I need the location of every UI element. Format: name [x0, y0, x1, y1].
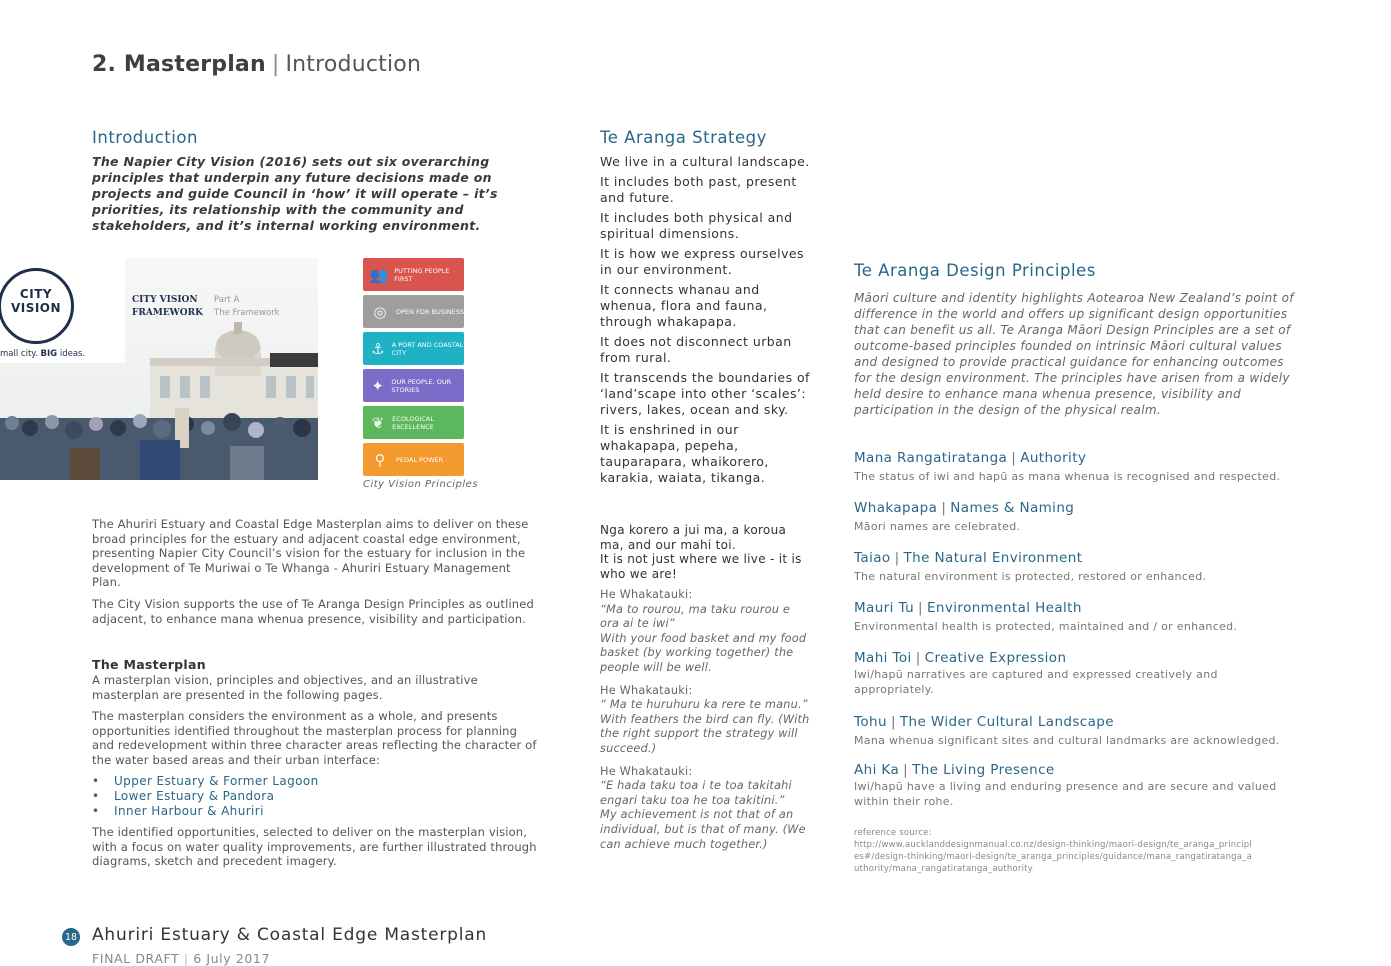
principle-title: Taiao | The Natural Environment: [854, 550, 1083, 566]
principle-item: [854, 650, 1304, 714]
proverb-label: He Whakatauki:: [600, 764, 693, 778]
bicycle-icon: ⚲: [374, 450, 386, 469]
principle-title: Mauri Tu | Environmental Health: [854, 600, 1082, 616]
closing-line: It is not just where we live - it is who we are!: [600, 552, 802, 581]
bullet-icon: •: [92, 804, 100, 818]
logo-tagline: mall city. BIG ideas.: [0, 349, 86, 359]
principle-title: Mana Rangatiratanga | Authority: [854, 450, 1087, 466]
body-paragraph: A masterplan vision, principles and objectives, and an illustrative masterplan are presented in the following pages.: [92, 673, 478, 702]
logo-text-vision: VISION: [10, 301, 62, 315]
tile-open-for-business: [363, 295, 464, 328]
proverb: [600, 588, 812, 676]
page-number: 18: [62, 928, 80, 946]
principle-item: [854, 600, 1304, 650]
strategy-text: [600, 154, 810, 490]
proverb-label: He Whakatauki:: [600, 588, 693, 601]
city-vision-logo: [0, 268, 74, 344]
document-status: FINAL DRAFT | 6 July 2017: [92, 951, 271, 966]
principle-desc: The status of iwi and hapū as mana whenua is recognised and respected.: [854, 470, 1281, 483]
tile-label: A PORT AND COASTAL CITY: [391, 340, 464, 357]
character-areas-list: [92, 774, 319, 819]
proverb-label: He Whakatauki:: [600, 683, 693, 697]
list-item: • Lower Estuary & Pandora: [92, 789, 275, 803]
principle-item: [854, 550, 1304, 600]
body-paragraph: The City Vision supports the use of Te Aranga Design Principles as outlined adjacent, to enhance mana whenua presence, visibility and participation.: [92, 596, 534, 626]
list-item: • Inner Harbour & Ahuriri: [92, 804, 264, 818]
framework-title: CITY VISION FRAMEWORK: [132, 295, 203, 318]
intro-body: [92, 517, 537, 633]
principle-item: [854, 762, 1304, 824]
body-paragraph: The identified opportunities, selected to deliver on the masterplan vision, with a focus on water quality improvements, are further illustrated through diagrams, sketch and precedent imagery.: [92, 825, 537, 869]
city-vision-image: [0, 258, 318, 480]
tile-label: ECOLOGICAL EXCELLENCE: [392, 414, 434, 431]
principle-desc: Iwi/hapū have a living and enduring presence and are secure and valued within their rohe.: [854, 780, 1277, 808]
strategy-heading: Te Aranga Strategy: [600, 128, 767, 147]
anchor-icon: ⚓: [371, 339, 385, 358]
tile-our-people-our-stories: [363, 369, 464, 402]
tile-label: PEDAL POWER: [396, 455, 444, 464]
bullet-icon: •: [92, 789, 100, 803]
strategy-line: It includes both physical and spiritual dimensions.: [600, 210, 793, 241]
tile-label: PUTTING PEOPLE FIRST: [394, 266, 450, 283]
tile-port-coastal-city: [363, 332, 464, 365]
proverb-maori: “E hada taku toa i te toa takitahi engari taku toa he toa takitini.”: [600, 779, 792, 807]
list-item: • Upper Estuary & Former Lagoon: [92, 774, 319, 788]
strategy-line: It connects whanau and whenua, flora and fauna, through whakapapa.: [600, 282, 768, 329]
principles-list: [854, 450, 1304, 824]
proverb-english: With feathers the bird can fly. (With the right support the strategy will succeed.): [600, 712, 810, 755]
proverb-maori: “ Ma te huruhuru ka rere te manu.”: [600, 698, 808, 712]
body-paragraph: The masterplan considers the environment as a whole, and presents opportunities identified throughout the masterplan process for planning and redevelopment within three character areas reflecting the character of the water based areas and their urban interface:: [92, 709, 537, 767]
people-icon: 👥: [369, 265, 389, 284]
body-paragraph: The Ahuriri Estuary and Coastal Edge Masterplan aims to deliver on these broad principles for the estuary and adjacent coastal edge environment, presenting Napier City Council’s vision for the estuary for inclusion in the development of Te Muriwai o Te Whanga - Ahuriri Estuary Management Plan.: [92, 517, 529, 590]
closing-body: [92, 825, 537, 876]
bullet-icon: •: [92, 774, 100, 788]
strategy-line: It transcends the boundaries of ‘land’scape into other ‘scales’: rivers, lakes, ocean and sky.: [600, 370, 810, 417]
strategy-line: It does not disconnect urban from rural.: [600, 334, 792, 365]
principle-desc: Iwi/hapū narratives are captured and expressed creatively and appropriately.: [854, 668, 1218, 696]
principle-desc: Māori names are celebrated.: [854, 520, 1021, 533]
strategy-line: We live in a cultural landscape.: [600, 154, 810, 169]
principle-item: [854, 450, 1304, 500]
principle-desc: Mana whenua significant sites and cultural landmarks are acknowledged.: [854, 734, 1280, 747]
principles-heading: Te Aranga Design Principles: [854, 261, 1096, 280]
reference-source: [854, 827, 1254, 875]
framework-part: Part A The Framework: [214, 295, 280, 318]
figure-caption: City Vision Principles: [363, 479, 479, 490]
tile-putting-people-first: [363, 258, 464, 291]
closing-line: Nga korero a jui ma, a koroua ma, and our mahi toi.: [600, 523, 787, 552]
tile-label: OPEN FOR BUSINESS: [396, 307, 464, 316]
proverbs: [600, 588, 812, 852]
proverb: [600, 765, 812, 853]
tile-pedal-power: [363, 443, 464, 476]
strategy-line: It is how we express ourselves in our environment.: [600, 246, 805, 277]
principle-desc: Environmental health is protected, maintained and / or enhanced.: [854, 620, 1238, 633]
proverb-english: My achievement is not that of an individual, but is that of many. (We can achieve much together.): [600, 808, 806, 851]
proverb: [600, 684, 812, 757]
principle-desc: The natural environment is protected, restored or enhanced.: [854, 570, 1207, 583]
logo-text-city: CITY: [19, 287, 53, 301]
briefcase-icon: ◎: [373, 302, 387, 321]
principles-intro: Māori culture and identity highlights Aotearoa New Zealand’s point of difference in the world and offers up significant design opportunities that can benefit us all. Te Aranga Māori Design Principles are a set of outcome-based principles founded on intrinsic Māori cultural values and designed to provide practical guidance for enhancing outcomes for the design environment. The principles have arisen from a widely held desire to enhance mana whenua presence, visibility and participation in the design of the physical realm.: [854, 291, 1294, 417]
strategy-line: It includes both past, present and future.: [600, 174, 797, 205]
intro-lead: The Napier City Vision (2016) sets out six overarching principles that underpin any future decisions made on projects and guide Council in ‘how’ it will operate – it’s priorities, its relationship with the community and stakeholders, and it’s internal working environment.: [92, 154, 498, 233]
principle-title: Ahi Ka | The Living Presence: [854, 762, 1055, 778]
principle-item: [854, 500, 1304, 550]
principle-item: [854, 714, 1304, 762]
masterplan-body: [92, 673, 537, 775]
principle-title: Whakapapa | Names & Naming: [854, 500, 1075, 516]
principle-title: Mahi Toi | Creative Expression: [854, 650, 1067, 666]
proverb-maori: “Ma to rourou, ma taku rourou e ora ai te iwi”: [600, 602, 790, 631]
page-title: 2. Masterplan | Introduction: [92, 52, 422, 77]
tile-label: OUR PEOPLE, OUR STORIES: [391, 377, 452, 394]
leaf-icon: ❦: [371, 413, 385, 432]
document-title: Ahuriri Estuary & Coastal Edge Masterplan: [92, 925, 488, 945]
reference-url[interactable]: http://www.aucklanddesignmanual.co.nz/design-thinking/maori-design/te_aranga_principles#/design-thinking/maori-design/te_aranga_principles/guidance/mana_rangatiratanga_authority/mana_rangatiratanga_authority: [854, 840, 1253, 874]
intro-heading: Introduction: [92, 128, 198, 147]
tile-ecological-excellence: [363, 406, 464, 439]
strategy-line: It is enshrined in our whakapapa, pepeha, tauparapara, whaikorero, karakia, waiata, tikanga.: [600, 422, 769, 485]
proverb-english: With your food basket and my food basket (by working together) the people will be well.: [600, 631, 807, 674]
masterplan-heading: The Masterplan: [92, 657, 206, 672]
principle-title: Tohu | The Wider Cultural Landscape: [854, 714, 1114, 730]
handshake-icon: ✦: [371, 376, 384, 395]
reference-label: reference source:: [854, 828, 932, 838]
strategy-closing: [600, 523, 810, 581]
